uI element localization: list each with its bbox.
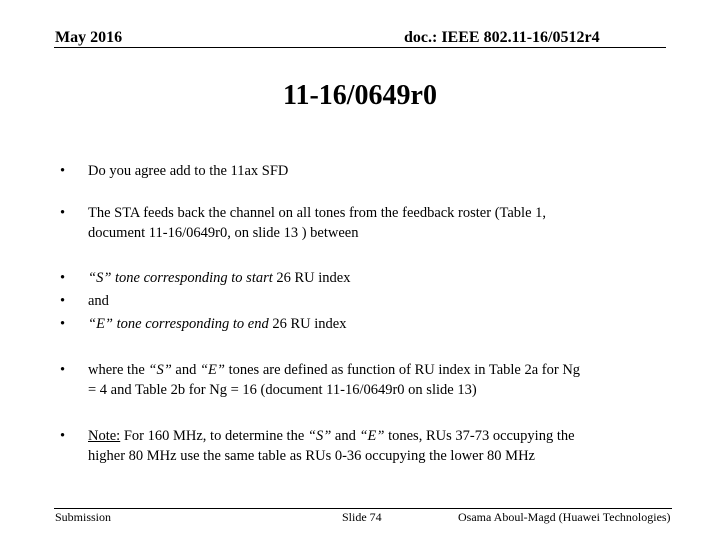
bullet-dot: • (60, 205, 66, 221)
footer-submission: Submission (55, 510, 112, 524)
emphasis-e: “E” (359, 428, 385, 444)
bullet-line: The STA feeds back the channel on all tones from the feedback roster (Table 1, (88, 205, 547, 221)
emphasis-s: “S” (148, 362, 172, 378)
footer-divider (54, 508, 672, 509)
text-segment: 26 RU index (272, 270, 351, 286)
bullet-dot: • (60, 163, 66, 179)
emphasis-e: “E” (199, 362, 225, 378)
text-segment: tones, RUs 37-73 occupying the (384, 428, 575, 444)
text-segment: For 160 MHz, to determine the (120, 428, 308, 444)
bullet-text (88, 314, 648, 334)
bullet-dot: • (60, 362, 66, 378)
text-segment: “E” tone corresponding to (88, 316, 248, 332)
text-segment: and (171, 362, 200, 378)
bullet-dot: • (60, 316, 66, 332)
bullet-text: Do you agree add to the 11ax SFD (88, 163, 289, 179)
bullet-text (88, 268, 648, 288)
header-doc-number: doc.: IEEE 802.11-16/0512r4 (404, 29, 600, 46)
bullet-dot: • (60, 293, 66, 309)
bullet-dot: • (60, 270, 66, 286)
text-segment: “S” tone corresponding to (88, 270, 247, 286)
header-divider (54, 47, 666, 48)
footer-slide-number: Slide 74 (342, 510, 382, 524)
text-segment: where the (88, 362, 149, 378)
slide-title: 11-16/0649r0 (283, 80, 437, 111)
bullet-text (88, 426, 648, 466)
header-date: May 2016 (55, 29, 123, 46)
text-segment: tones are defined as function of RU index in Table 2a for Ng (224, 362, 581, 378)
emphasis-end: end (247, 316, 269, 332)
bullet-dot: • (60, 428, 66, 444)
text-segment: 26 RU index (268, 316, 347, 332)
text-segment: and (331, 428, 360, 444)
note-label: Note: (88, 428, 121, 444)
bullet-line: = 4 and Table 2b for Ng = 16 (document 11-16/0649r0 on slide 13) (88, 382, 477, 398)
bullet-text (88, 203, 648, 243)
footer-author: Osama Aboul-Magd (Huawei Technologies) (458, 510, 671, 524)
emphasis-start: start (246, 270, 273, 286)
bullet-text (88, 360, 648, 400)
emphasis-s: “S” (307, 428, 332, 444)
bullet-text: and (88, 293, 109, 309)
bullet-line: document 11-16/0649r0, on slide 13 ) between (88, 225, 359, 241)
bullet-line: higher 80 MHz use the same table as RUs 0-36 occupying the lower 80 MHz (88, 448, 535, 464)
